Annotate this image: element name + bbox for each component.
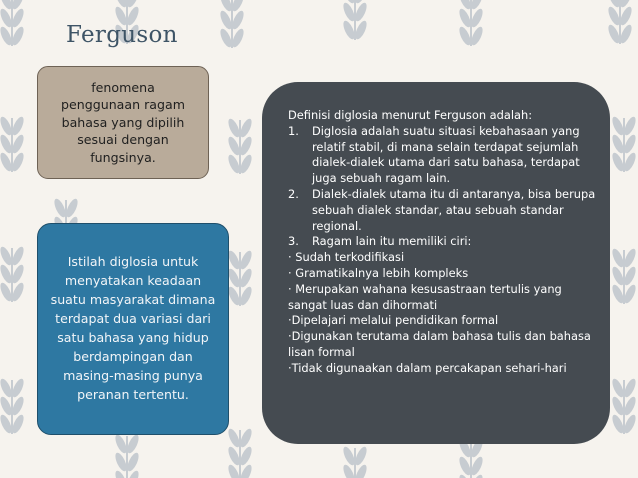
list-item-number: 1. <box>288 123 299 138</box>
feature-item: ·Tidak digunaakan dalam percakapan sehari-hari <box>288 360 567 375</box>
list-item-text: Diglosia adalah suatu situasi kebahasaan yang relatif stabil, di mana selain terdapat sejumlah dialek-dialek utama dari satu bahasa, terdapat juga sebuah ragam lain. <box>312 123 580 186</box>
leaf-sprig-icon <box>226 427 254 478</box>
definition-heading: Definisi diglosia menurut Ferguson adalah: <box>288 108 533 122</box>
leaf-sprig-icon <box>610 377 638 435</box>
leaf-sprig-icon <box>341 0 369 41</box>
leaf-sprig-icon <box>113 433 141 478</box>
ferguson-summary-text: fenomena penggunaan ragam bahasa yang dipilih sesuai dengan fungsinya. <box>61 79 185 165</box>
feature-item: · Merupakan wahana kesusastraan tertulis yang sangat luas dan dihormati <box>288 281 562 312</box>
list-item <box>288 187 598 234</box>
leaf-sprig-icon <box>606 0 634 45</box>
page-title: Ferguson <box>66 22 178 48</box>
list-item-number: 2. <box>288 186 299 201</box>
ferguson-summary-box <box>37 66 209 179</box>
leaf-sprig-icon <box>341 445 369 478</box>
definition-numbered-list <box>288 124 598 250</box>
diglosia-term-box <box>37 223 229 435</box>
leaf-sprig-icon <box>610 247 638 305</box>
diglosia-term-text: Istilah diglosia untuk menyatakan keadaan suatu masyarakat dimana terdapat dua variasi dari satu bahasa yang hidup berdampingan dan masing-masing punya peranan tertentu. <box>50 254 216 402</box>
leaf-sprig-icon <box>226 249 254 307</box>
list-item <box>288 124 598 187</box>
feature-item: ·Digunakan terutama dalam bahasa tulis dan bahasa lisan formal <box>288 329 591 359</box>
list-item <box>288 234 598 250</box>
list-item-number: 3. <box>288 234 299 249</box>
list-item-text: Ragam lain itu memiliki ciri: <box>312 234 472 249</box>
feature-item: · Sudah terkodifikasi <box>288 250 405 265</box>
definition-box <box>262 82 610 444</box>
leaf-sprig-icon <box>218 0 246 49</box>
leaf-sprig-icon <box>0 245 26 303</box>
leaf-sprig-icon <box>0 115 26 173</box>
leaf-sprig-icon <box>457 0 485 47</box>
leaf-sprig-icon <box>0 377 26 435</box>
leaf-sprig-icon <box>610 115 638 173</box>
feature-item: · Gramatikalnya lebih kompleks <box>288 265 469 280</box>
leaf-sprig-icon <box>226 117 254 175</box>
leaf-sprig-icon <box>0 0 26 47</box>
feature-item: ·Dipelajari melalui pendidikan formal <box>288 313 499 328</box>
list-item-text: Dialek-dialek utama itu di antaranya, bisa berupa sebuah dialek standar, atau sebuah standar regional. <box>312 186 596 233</box>
